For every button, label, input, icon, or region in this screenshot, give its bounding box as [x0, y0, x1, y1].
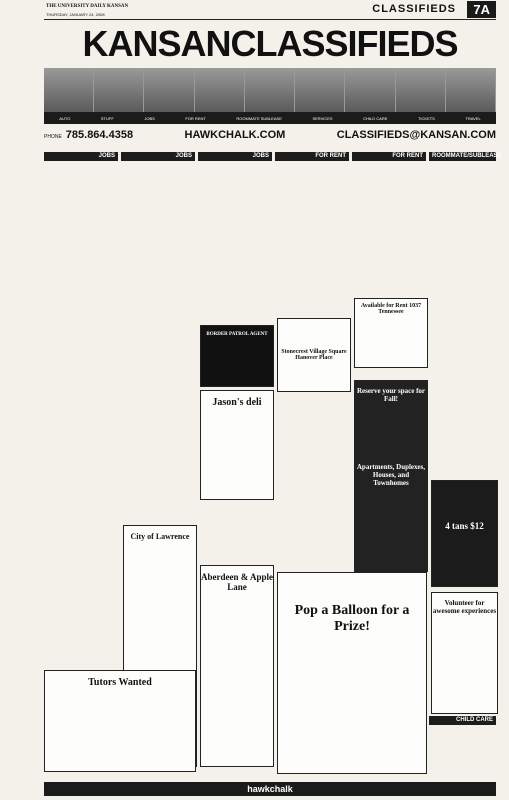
ad-tans[interactable]: 4 tans $12 — [431, 480, 498, 587]
photo-childcare — [345, 68, 395, 112]
column-heading: JOBS — [44, 152, 118, 161]
column-roommate — [429, 152, 502, 161]
column-heading: ROOMMATE/SUBLEASE — [429, 152, 496, 161]
category-services[interactable]: SERVICES — [312, 115, 333, 121]
photo-rent — [195, 68, 245, 112]
issue-date: THURSDAY, JANUARY 24, 2008 — [46, 12, 105, 17]
photo-tickets — [396, 68, 446, 112]
contact-bar — [44, 124, 496, 146]
ad-reserve-space[interactable]: Reserve your space for Fall! Apartments, Duplexes, Houses, and Townhomes — [354, 380, 428, 572]
photo-roommate — [245, 68, 295, 112]
phone-block — [44, 129, 133, 141]
category-tickets[interactable]: TICKETS — [417, 115, 435, 121]
section-title: CLASSIFIEDS — [372, 3, 456, 15]
column-jobs-2 — [121, 152, 195, 161]
category-bar — [44, 112, 496, 124]
ad-volunteer[interactable]: Volunteer for awesome experiences — [431, 592, 498, 714]
column-rent-2 — [352, 152, 426, 161]
ad-aberdeen[interactable]: Aberdeen & Apple Lane — [200, 565, 274, 767]
column-heading: FOR RENT — [275, 152, 349, 161]
website[interactable]: HAWKCHALK.COM — [184, 129, 286, 141]
category-child-care[interactable]: CHILD CARE — [363, 115, 388, 121]
ad-city-of-lawrence[interactable]: City of Lawrence — [123, 525, 197, 767]
page-number: 7A — [467, 1, 496, 18]
phone-number[interactable]: 785.864.4358 — [65, 129, 134, 141]
column-heading: JOBS — [198, 152, 272, 161]
email[interactable]: CLASSIFIEDS@KANSAN.COM — [336, 129, 496, 141]
category-photo-strip — [44, 68, 496, 112]
column-heading: JOBS — [121, 152, 195, 161]
ad-border-patrol[interactable]: BORDER PATROL AGENT — [200, 325, 274, 387]
column-rent-1 — [275, 152, 349, 161]
ad-lease-today[interactable]: Pop a Balloon for a Prize! — [277, 572, 427, 774]
ad-stonecrest[interactable]: Stonecrest Village Square Hanover Place — [277, 318, 351, 392]
photo-jobs — [144, 68, 194, 112]
ad-tutors-wanted[interactable]: Tutors Wanted — [44, 670, 196, 772]
photo-travel — [446, 68, 496, 112]
category-for-rent[interactable]: FOR RENT — [185, 115, 206, 121]
photo-services — [295, 68, 345, 112]
ad-jasons-deli[interactable]: Jason's deli — [200, 390, 274, 500]
kansan-classifieds-title: KANSANCLASSIFIEDS — [82, 23, 458, 64]
category-jobs[interactable]: JOBS — [144, 115, 155, 121]
category-stuff[interactable]: STUFF — [100, 115, 114, 121]
category-auto[interactable]: AUTO — [59, 115, 71, 121]
column-jobs-1 — [44, 152, 118, 161]
photo-auto — [44, 68, 94, 112]
hawkchalk-footer: hawkchalk — [44, 782, 496, 796]
ad-1037-tennessee[interactable]: Available for Rent 1037 Tennessee — [354, 298, 428, 368]
category-travel[interactable]: TRAVEL — [465, 115, 481, 121]
category-roommate[interactable]: ROOMMATE SUBLEASE — [236, 115, 282, 121]
column-jobs-3 — [198, 152, 272, 161]
masthead: THE UNIVERSITY DAILY KANSAN — [46, 4, 129, 9]
child-care-heading: CHILD CARE — [429, 716, 496, 725]
column-heading: FOR RENT — [352, 152, 426, 161]
phone-label: PHONE — [44, 134, 62, 140]
photo-stuff — [94, 68, 144, 112]
page-header — [44, 3, 496, 20]
